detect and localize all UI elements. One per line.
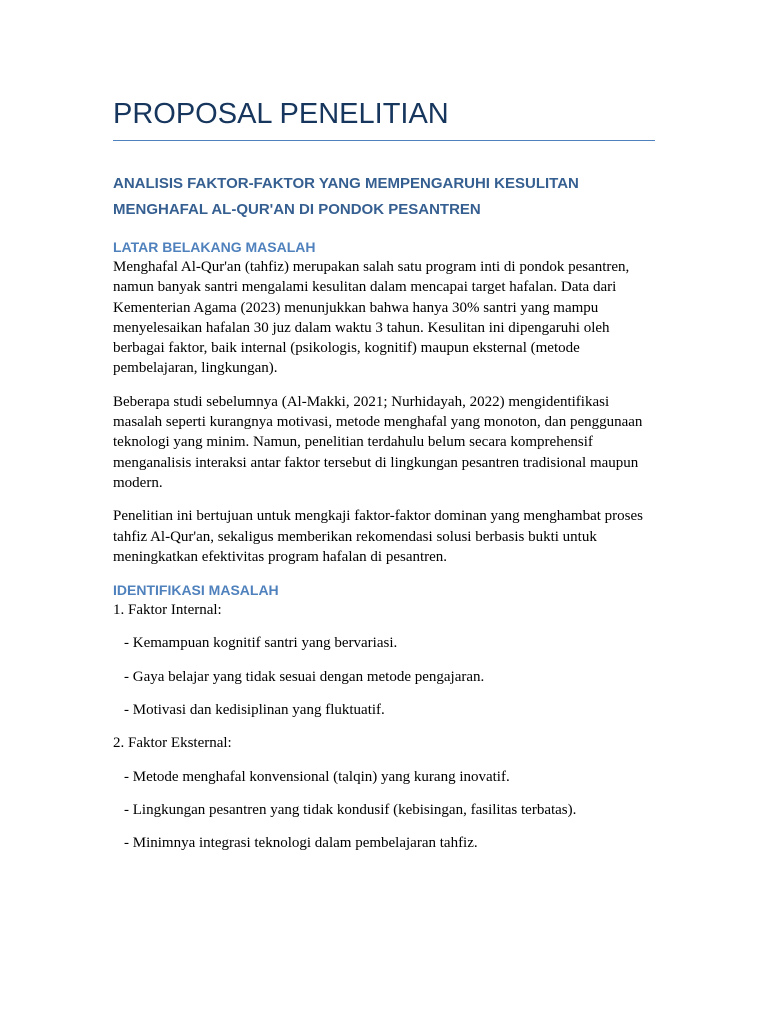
list-item-faktor-eksternal: 2. Faktor Eksternal: xyxy=(113,735,232,752)
list-item-faktor-internal: 1. Faktor Internal: xyxy=(113,602,222,619)
section-heading-latar-belakang: LATAR BELAKANG MASALAH xyxy=(113,239,316,255)
document-title: PROPOSAL PENELITIAN xyxy=(113,96,655,141)
subtitle-line-1: ANALISIS FAKTOR-FAKTOR YANG MEMPENGARUHI KESULITAN xyxy=(113,175,579,192)
document-page xyxy=(113,96,655,867)
list-item: - Lingkungan pesantren yang tidak kondusif (kebisingan, fasilitas terbatas). xyxy=(124,801,577,818)
list-item: - Minimnya integrasi teknologi dalam pembelajaran tahfiz. xyxy=(124,835,478,852)
list-item: - Metode menghafal konvensional (talqin) yang kurang inovatif. xyxy=(124,768,510,785)
problem-list xyxy=(113,600,655,853)
document-subtitle xyxy=(113,171,655,223)
list-item: - Gaya belajar yang tidak sesuai dengan metode pengajaran. xyxy=(124,668,485,685)
list-item: - Kemampuan kognitif santri yang bervariasi. xyxy=(124,635,398,652)
list-item: - Motivasi dan kedisiplinan yang fluktuatif. xyxy=(124,702,385,719)
section-heading-identifikasi-masalah: IDENTIFIKASI MASALAH xyxy=(113,582,279,599)
paragraph-1: Menghafal Al-Qur'an (tahfiz) merupakan salah satu program inti di pondok pesantren, namun banyak santri mengalami kesulitan dalam mencapai target hafalan. Data dari Kementerian Agama (2023) menunjukkan bahwa hanya 30% santri yang mampu menyelesaikan hafalan 30 juz dalam waktu 3 tahun. Kesulitan ini dipengaruhi oleh berbagai faktor, baik internal (psikologis, kognitif) maupun eksternal (metode pembelajaran, lingkungan). xyxy=(113,259,630,377)
paragraph-2: Beberapa studi sebelumnya (Al-Makki, 2021; Nurhidayah, 2022) mengidentifikasi masalah seperti kurangnya motivasi, metode menghafal yang monoton, dan penggunaan teknologi yang minim. Namun, penelitian terdahulu belum secara komprehensif menganalisis interaksi antar faktor tersebut di lingkungan pesantren tradisional maupun modern. xyxy=(113,393,643,491)
paragraph-3: Penelitian ini bertujuan untuk mengkaji faktor-faktor dominan yang menghambat proses tahfiz Al-Qur'an, sekaligus memberikan rekomendasi solusi berbasis bukti untuk meningkatkan efektivitas program hafalan di pesantren. xyxy=(113,508,643,565)
subtitle-line-2: MENGHAFAL AL-QUR'AN DI PONDOK PESANTREN xyxy=(113,201,481,218)
